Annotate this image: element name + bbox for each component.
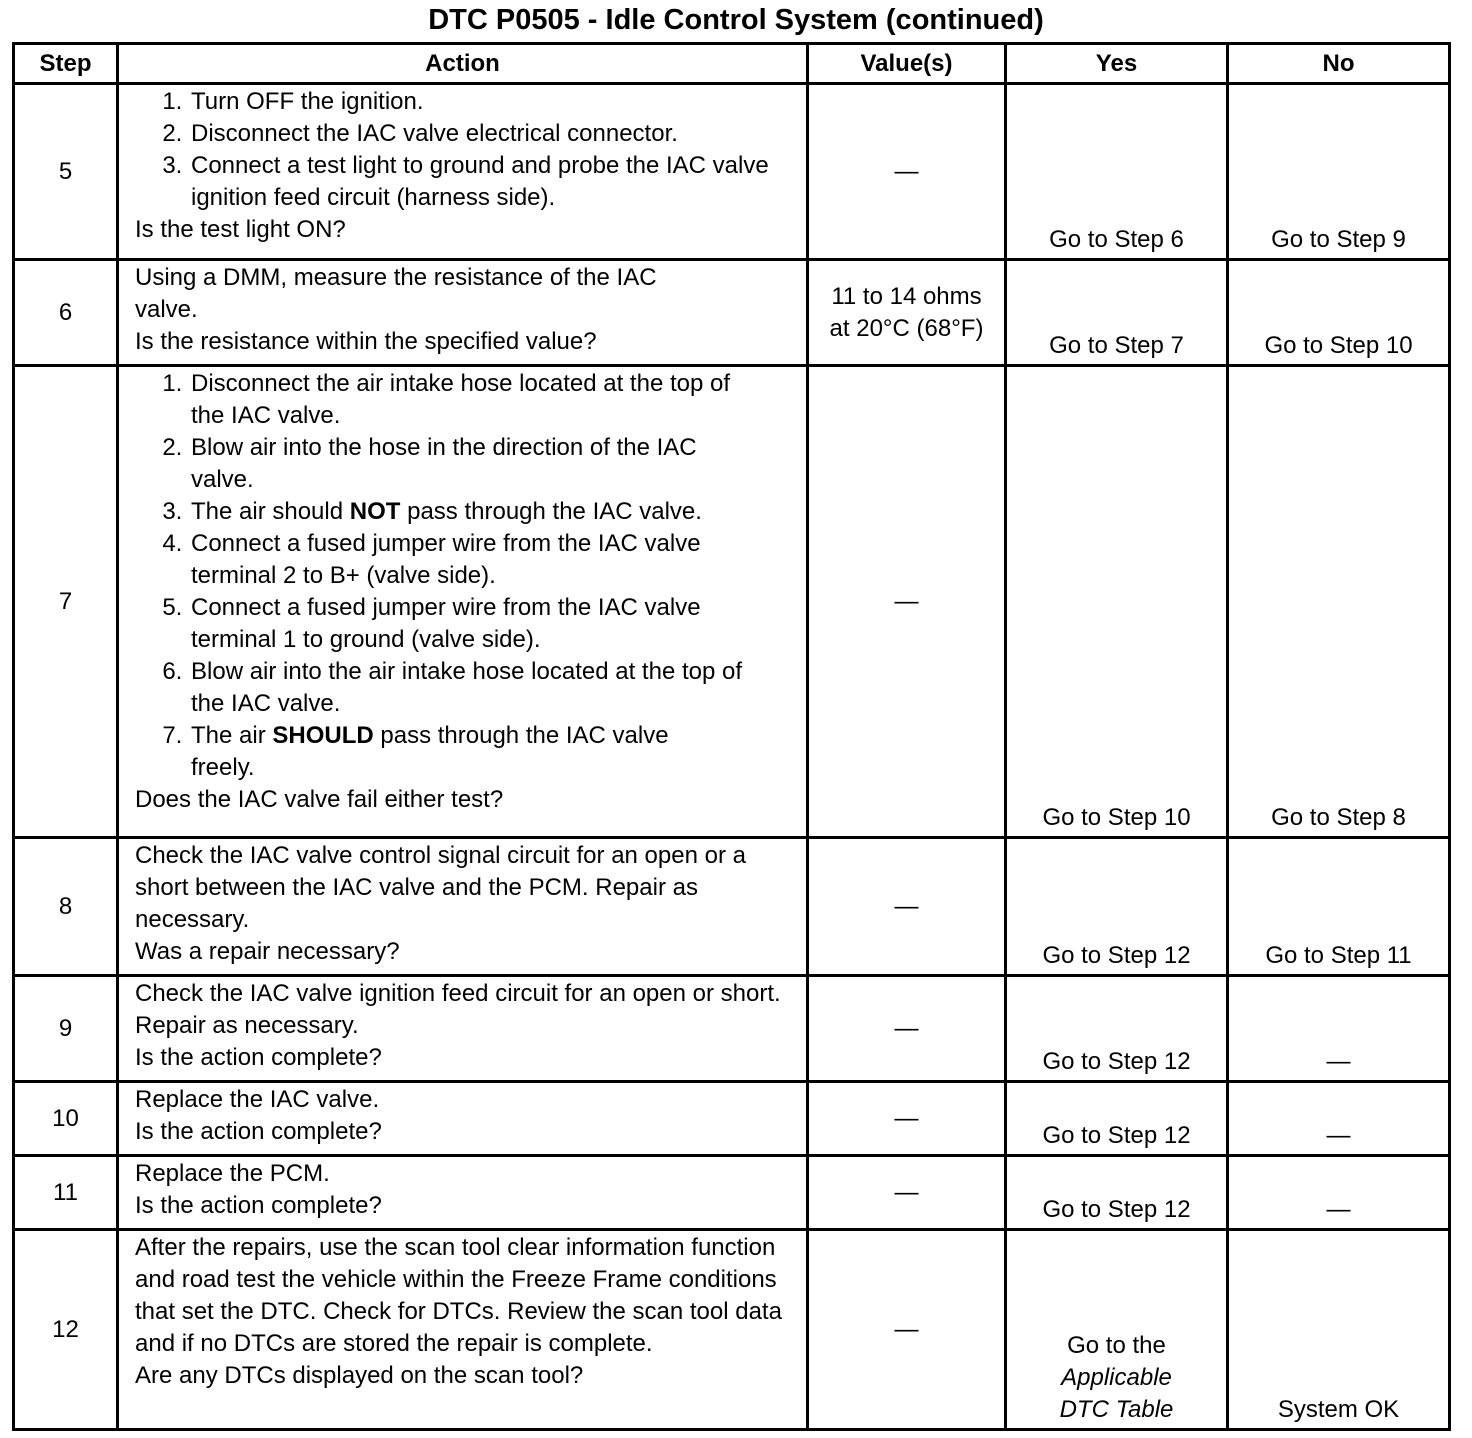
action-cell	[118, 260, 808, 366]
value-cell: —	[808, 838, 1006, 976]
action-text: The air	[191, 722, 273, 749]
step-number: 11	[14, 1156, 118, 1230]
no-cell: System OK	[1228, 1230, 1450, 1430]
value-cell: —	[808, 976, 1006, 1082]
action-item	[189, 496, 782, 528]
yes-emphasis: Applicable	[1061, 1364, 1172, 1391]
action-question: Was a repair necessary?	[135, 938, 400, 965]
yes-cell: Go to Step 7	[1006, 260, 1228, 366]
table-row-step-8	[14, 838, 1450, 976]
action-text: pass through the IAC valve.	[400, 498, 702, 525]
value-cell: —	[808, 84, 1006, 260]
yes-cell: Go to Step 10	[1006, 366, 1228, 838]
header-value: Value(s)	[808, 44, 1006, 84]
page-title: DTC P0505 - Idle Control System (continued)	[428, 4, 1044, 36]
no-cell: Go to Step 9	[1228, 84, 1450, 260]
action-cell	[118, 1156, 808, 1230]
value-cell	[808, 260, 1006, 366]
action-text: Check the IAC valve ignition feed circuit for an open or short. Repair as necessary.	[135, 980, 781, 1039]
action-item: 2. Disconnect the IAC valve electrical connector.	[189, 118, 792, 150]
action-cell	[118, 976, 808, 1082]
yes-line-italic	[1007, 1394, 1226, 1426]
step-number: 6	[14, 260, 118, 366]
action-text: Replace the IAC valve.	[135, 1086, 380, 1113]
action-question: Is the resistance within the specified value?	[135, 328, 597, 355]
header-step: Step	[14, 44, 118, 84]
yes-cell: Go to Step 6	[1006, 84, 1228, 260]
action-text: pass through the IAC valve freely.	[191, 722, 669, 781]
action-question: Is the action complete?	[135, 1118, 382, 1145]
action-item: 2. Blow air into the hose in the direction of the IAC valve.	[189, 432, 782, 496]
action-item	[189, 720, 782, 784]
table-row-step-5	[14, 84, 1450, 260]
step-number: 5	[14, 84, 118, 260]
yes-cell: Go to Step 12	[1006, 838, 1228, 976]
step-number: 12	[14, 1230, 118, 1430]
header-yes: Yes	[1006, 44, 1228, 84]
value-line: 11 to 14 ohms	[831, 282, 982, 310]
action-cell	[118, 84, 808, 260]
emphasis-text: SHOULD	[272, 722, 374, 749]
value-cell: —	[808, 1156, 1006, 1230]
emphasis-text: NOT	[349, 498, 401, 525]
table-row-step-9	[14, 976, 1450, 1082]
yes-cell: Go to Step 12	[1006, 1082, 1228, 1156]
action-list	[135, 368, 792, 784]
action-cell	[118, 1082, 808, 1156]
yes-line-italic	[1007, 1362, 1226, 1394]
value-line: at 20°C (68°F)	[829, 314, 984, 342]
action-text: Check the IAC valve control signal circuit for an open or a short between the IAC valve and the PCM. Repair as necessary.	[135, 842, 746, 933]
action-item: 5. Connect a fused jumper wire from the IAC valve terminal 1 to ground (valve side).	[189, 592, 782, 656]
header-no: No	[1228, 44, 1450, 84]
action-item: 1. Turn OFF the ignition.	[189, 86, 792, 118]
step-number: 10	[14, 1082, 118, 1156]
no-cell: Go to Step 11	[1228, 838, 1450, 976]
action-text: Using a DMM, measure the resistance of the IAC valve.	[135, 264, 657, 323]
action-list	[135, 86, 792, 214]
action-question: Is the test light ON?	[135, 216, 346, 243]
action-item: 6. Blow air into the air intake hose located at the top of the IAC valve.	[189, 656, 782, 720]
action-item: 4. Connect a fused jumper wire from the IAC valve terminal 2 to B+ (valve side).	[189, 528, 782, 592]
diagnostic-table	[12, 42, 1451, 1431]
step-number: 7	[14, 366, 118, 838]
no-cell: Go to Step 8	[1228, 366, 1450, 838]
table-row-step-7	[14, 366, 1450, 838]
value-cell: —	[808, 1230, 1006, 1430]
action-question: Does the IAC valve fail either test?	[135, 786, 504, 813]
action-item: 3. Connect a test light to ground and probe the IAC valve ignition feed circuit (harness side).	[189, 150, 792, 214]
action-text: After the repairs, use the scan tool clear information function and road test the vehicle within the Freeze Frame conditions that set the DTC. Check for DTCs. Review the scan tool data and if no DTCs are stored the repair is complete.	[135, 1234, 782, 1357]
no-cell: Go to Step 10	[1228, 260, 1450, 366]
table-row-step-12	[14, 1230, 1450, 1430]
step-number: 9	[14, 976, 118, 1082]
value-cell: —	[808, 1082, 1006, 1156]
no-cell: —	[1228, 976, 1450, 1082]
action-cell	[118, 1230, 808, 1430]
value-cell: —	[808, 366, 1006, 838]
yes-emphasis: DTC Table	[1059, 1396, 1174, 1423]
yes-line: Go to the	[1067, 1332, 1166, 1359]
header-action: Action	[118, 44, 808, 84]
header-row	[14, 44, 1450, 84]
action-item: 1. Disconnect the air intake hose located at the top of the IAC valve.	[189, 368, 782, 432]
no-cell: —	[1228, 1156, 1450, 1230]
action-question: Is the action complete?	[135, 1044, 382, 1071]
table-row-step-6	[14, 260, 1450, 366]
table-row-step-11	[14, 1156, 1450, 1230]
yes-cell: Go to Step 12	[1006, 1156, 1228, 1230]
action-question: Are any DTCs displayed on the scan tool?	[135, 1362, 584, 1389]
action-text: The air should	[191, 498, 350, 525]
action-question: Is the action complete?	[135, 1192, 382, 1219]
table-row-step-10	[14, 1082, 1450, 1156]
no-cell: —	[1228, 1082, 1450, 1156]
action-cell	[118, 366, 808, 838]
yes-cell: Go to Step 12	[1006, 976, 1228, 1082]
action-cell	[118, 838, 808, 976]
action-text: Replace the PCM.	[135, 1160, 330, 1187]
step-number: 8	[14, 838, 118, 976]
yes-cell	[1006, 1230, 1228, 1430]
